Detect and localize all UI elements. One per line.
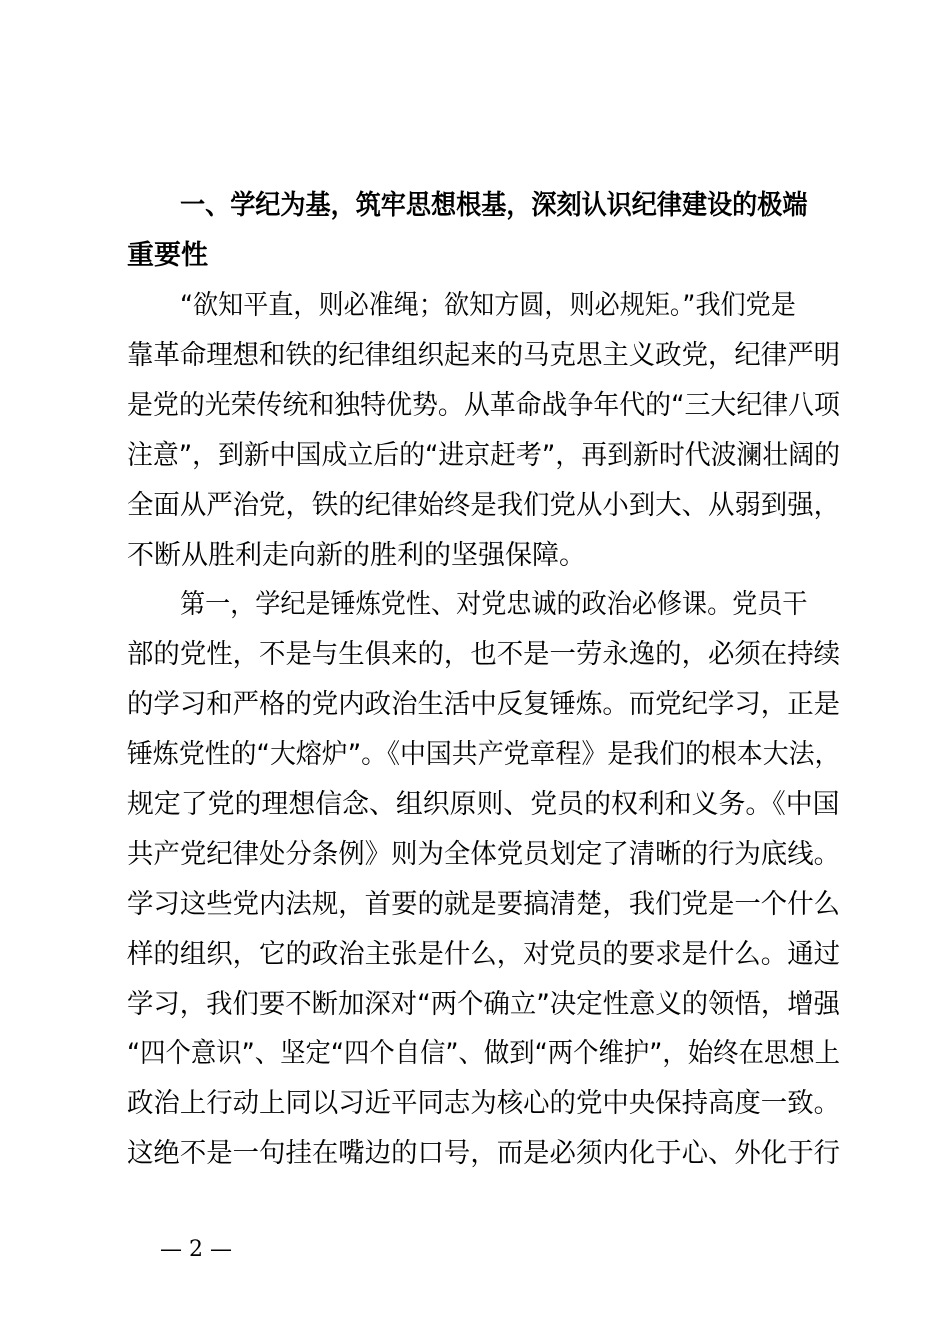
paragraph-2-line-7: 学习这些党内法规，首要的就是要搞清楚，我们党是一个什么 [127,889,841,920]
page-number: — 2 — [160,1237,232,1262]
section-heading-line-1: 一、学纪为基，筑牢思想根基，深刻认识纪律建设的极端 [180,190,808,221]
paragraph-2-line-1: 第一，学纪是锤炼党性、对党忠诚的政治必修课。党员干 [180,589,808,620]
paragraph-2-line-9: 学习，我们要不断加深对“两个确立”决定性意义的领悟，增强 [127,989,840,1020]
paragraph-1-line-4: 注意”，到新中国成立后的“进京赶考”，再到新时代波澜壮阔的 [127,440,840,471]
paragraph-1-line-6: 不断从胜利走向新的胜利的坚强保障。 [127,540,586,571]
paragraph-1-line-2: 靠革命理想和铁的纪律组织起来的马克思主义政党，纪律严明 [127,340,841,371]
paragraph-1-line-3: 是党的光荣传统和独特优势。从革命战争年代的“三大纪律八项 [127,390,840,421]
paragraph-1-line-5: 全面从严治党，铁的纪律始终是我们党从小到大、从弱到强， [127,490,841,521]
paragraph-2-line-6: 共产党纪律处分条例》则为全体党员划定了清晰的行为底线。 [127,839,841,870]
paragraph-1-line-1: “欲知平直，则必准绳；欲知方圆，则必规矩。”我们党是 [180,290,796,321]
paragraph-2-line-12: 这绝不是一句挂在嘴边的口号，而是必须内化于心、外化于行 [127,1138,841,1169]
paragraph-2-line-10: “四个意识”、坚定“四个自信”、做到“两个维护”，始终在思想上 [127,1038,840,1069]
paragraph-2-line-8: 样的组织，它的政治主张是什么，对党员的要求是什么。通过 [127,939,841,970]
section-heading-line-2: 重要性 [127,240,208,271]
paragraph-2-line-11: 政治上行动上同以习近平同志为核心的党中央保持高度一致。 [127,1088,841,1119]
paragraph-2-line-5: 规定了党的理想信念、组织原则、党员的权利和义务。《中国 [127,789,840,820]
paragraph-2-line-2: 部的党性，不是与生俱来的，也不是一劳永逸的，必须在持续 [127,639,841,670]
paragraph-2-line-3: 的学习和严格的党内政治生活中反复锤炼。而党纪学习，正是 [127,689,841,720]
paragraph-2-line-4: 锤炼党性的“大熔炉”。《中国共产党章程》是我们的根本大法， [127,739,841,770]
